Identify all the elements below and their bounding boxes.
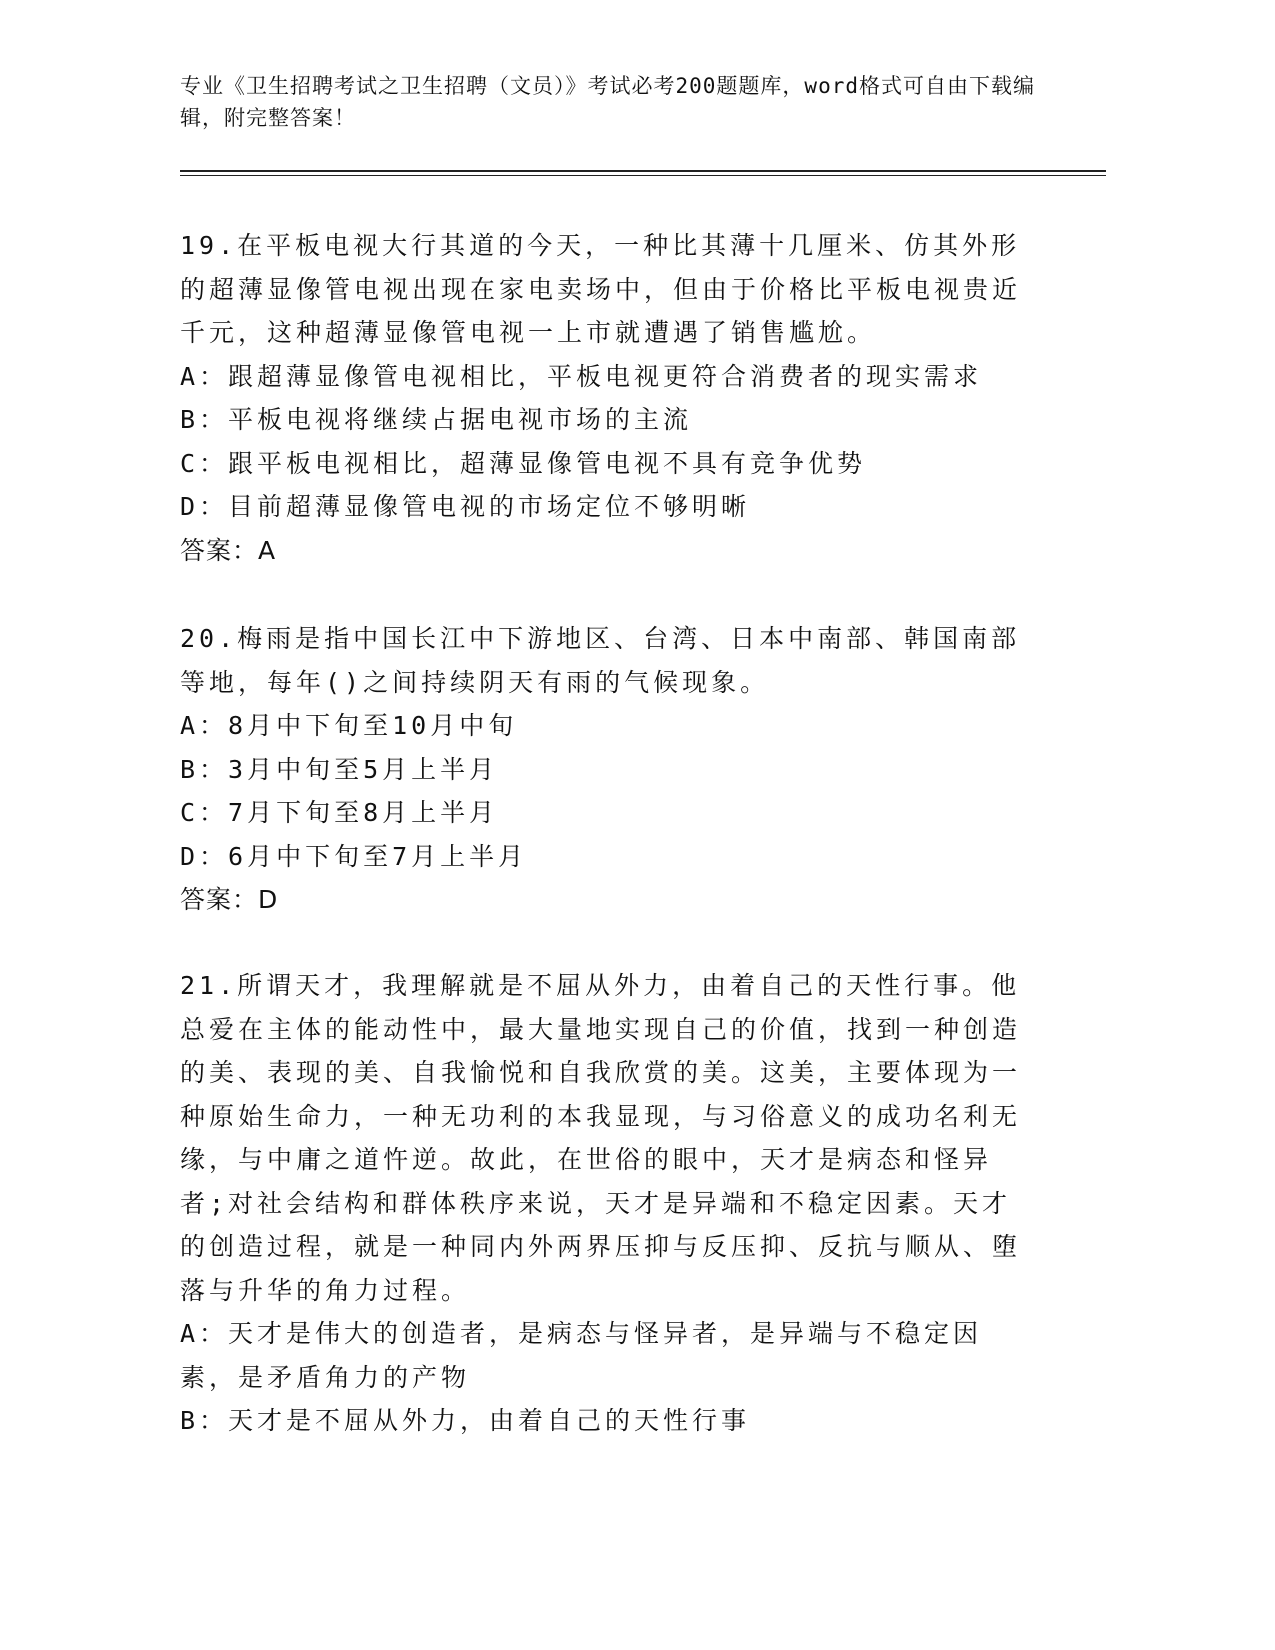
question-stem: 19.在平板电视大行其道的今天，一种比其薄十几厘米、仿其外形的超薄显像管电视出现在家电卖场中，但由于价格比平板电视贵近千元，这种超薄显像管电视一上市就遭遇了销售尴尬。 (180, 231, 1022, 347)
option-a: A：跟超薄显像管电视相比，平板电视更符合消费者的现实需求 (180, 361, 983, 391)
question-20 (180, 617, 1040, 922)
question-stem: 21.所谓天才，我理解就是不屈从外力，由着自己的天性行事。他总爱在主体的能动性中，最大量地实现自己的价值，找到一种创造的美、表现的美、自我愉悦和自我欣赏的美。这美，主要体现为一种原始生命力，一种无功利的本我显现，与习俗意义的成功名利无缘，与中庸之道忤逆。故此，在世俗的眼中，天才是病态和怪异者;对社会结构和群体秩序来说，天才是异端和不稳定因素。天才的创造过程，就是一种同内外两界压抑与反压抑、反抗与顺从、堕落与升华的角力过程。 (180, 971, 1022, 1305)
question-21 (180, 964, 1040, 1443)
answer-line: 答案：D (180, 885, 279, 914)
option-c: C：跟平板电视相比，超薄显像管电视不具有竞争优势 (180, 448, 867, 478)
option-a: A：8月中下旬至10月中旬 (180, 711, 518, 740)
document-header: 专业《卫生招聘考试之卫生招聘（文员）》考试必考200题题库，word格式可自由下载编辑，附完整答案！ (180, 74, 1035, 130)
option-b: B：天才是不屈从外力，由着自己的天性行事 (180, 1406, 751, 1435)
header-divider-thick (180, 170, 1106, 172)
option-d: D：目前超薄显像管电视的市场定位不够明晰 (180, 492, 751, 521)
question-stem: 20.梅雨是指中国长江中下游地区、台湾、日本中南部、韩国南部等地，每年()之间持续阴天有雨的气候现象。 (180, 624, 1021, 697)
header-divider-thin (180, 175, 1106, 176)
option-c: C：7月下旬至8月上半月 (180, 798, 499, 827)
option-b: B：平板电视将继续占据电视市场的主流 (180, 405, 693, 434)
option-b: B：3月中旬至5月上半月 (180, 754, 499, 784)
option-d: D：6月中下旬至7月上半月 (180, 841, 528, 871)
option-a: A：天才是伟大的创造者，是病态与怪异者，是异端与不稳定因素，是矛盾角力的产物 (180, 1319, 983, 1392)
question-19 (180, 224, 1040, 572)
answer-line: 答案：A (180, 535, 277, 565)
